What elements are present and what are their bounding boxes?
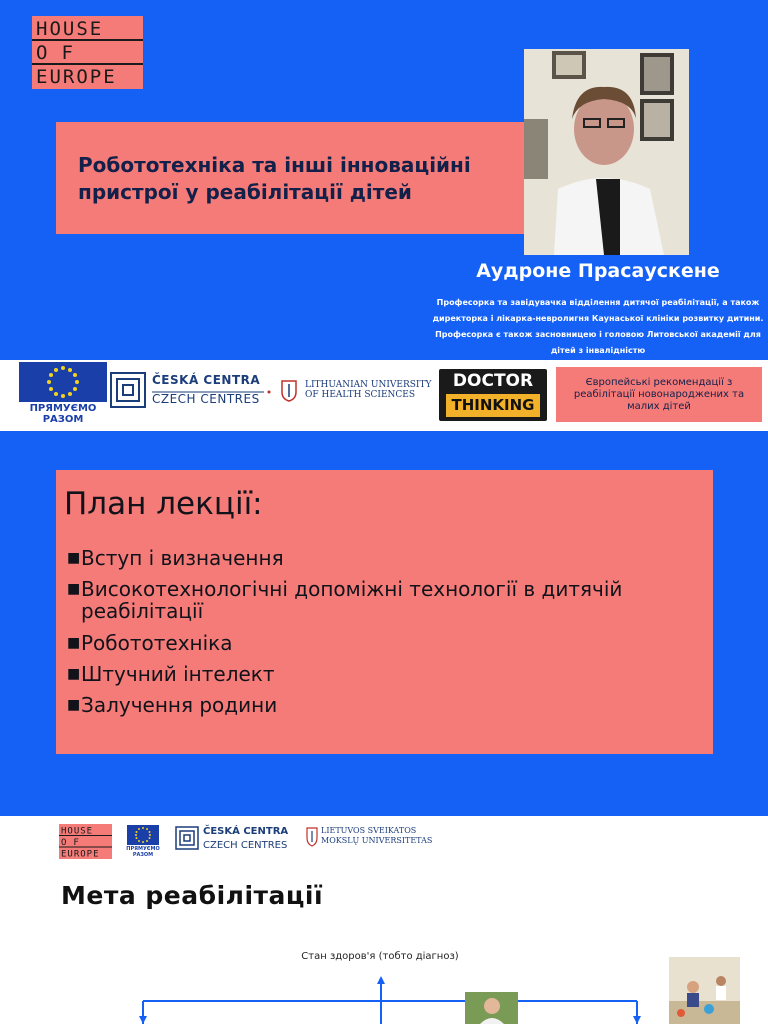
bullet-icon: ■ [67,581,81,597]
goal-title: Мета реабілітації [61,881,324,910]
lecture-plan-title: План лекції: [64,486,263,522]
plan-item: ■Робототехніка [67,631,233,655]
university-crest-icon [306,827,318,847]
university-crest-icon [281,380,297,402]
speaker-photo [524,49,689,255]
logo-line-2: OF [36,42,87,64]
eu-stars-icon [19,362,107,402]
child-photo [465,992,518,1024]
lithuanian-university-line-2: OF HEALTH SCIENCES [305,390,416,400]
bullet-icon: ■ [67,635,81,651]
lithuanian-university-small-text: LIETUVOS SVEIKATOS MOKSLŲ UNIVERSITETAS [321,826,433,845]
therapy-room-photo [669,957,740,1024]
health-condition-label: Стан здоров'я (тобто діагноз) [301,951,459,962]
bullet-icon: ■ [67,550,81,566]
svg-text:HOUSE: HOUSE [61,826,94,837]
bullet-icon: ■ [67,697,81,713]
eu-caption: ПРЯМУЄМО РАЗОМ [29,403,97,425]
speaker-name: Аудроне Прасаускене [476,260,720,282]
plan-item: ■Штучний інтелект [67,662,275,686]
plan-item: ■Залучення родини [67,693,278,717]
house-of-europe-logo-small [59,824,112,859]
plan-item: ■Вступ і визначення [67,546,284,570]
bullet-icon: ■ [67,666,81,682]
speaker-bio: Професорка та завідувачка відділення дитячої реабілітації, а також директорка і лікарка-невролигня Каунаської клініки розвитку дитини. Професорка є також засновницею і головою Литовської академії для дітей з інвалідністю [432,298,764,355]
lithuanian-university-line-1: LITHUANIAN UNIVERSITY [305,380,432,390]
svg-text:EUROPE: EUROPE [61,849,100,859]
czech-centres-icon [175,826,199,850]
lithuanian-university-text [305,380,431,400]
svg-text:OF: OF [61,838,86,848]
czech-centres-line-2: CZECH CENTRES [152,392,260,406]
doctor-thinking-line-1: DOCTOR [452,371,534,391]
lecture-title: Робототехніка та інші інноваційні пристрої у реабілітації дітей [78,153,471,204]
recommendations-text: Європейські рекомендації з реабілітації новонароджених та малих дітей [573,377,745,412]
logo-line-1: HOUSE [36,18,104,40]
diagram-connectors [0,970,768,1024]
doctor-thinking-line-2: THINKING [446,394,540,417]
eu-stars-icon [127,825,159,845]
czech-centres-icon [110,372,146,408]
house-of-europe-logo [32,16,143,89]
czech-centres-small-line-2: CZECH CENTRES [203,840,288,851]
eu-caption-small: ПРЯМУЄМО РАЗОМ [126,846,160,858]
czech-centres-divider [152,389,272,395]
plan-item: ■Високотехнологічні допоміжні технології в дитячій реабілітації [67,577,623,623]
czech-centres-small-line-1: ČESKÁ CENTRA [203,826,289,837]
czech-centres-line-1: ČESKÁ CENTRA [152,373,261,387]
logo-line-3: EUROPE [36,66,117,88]
